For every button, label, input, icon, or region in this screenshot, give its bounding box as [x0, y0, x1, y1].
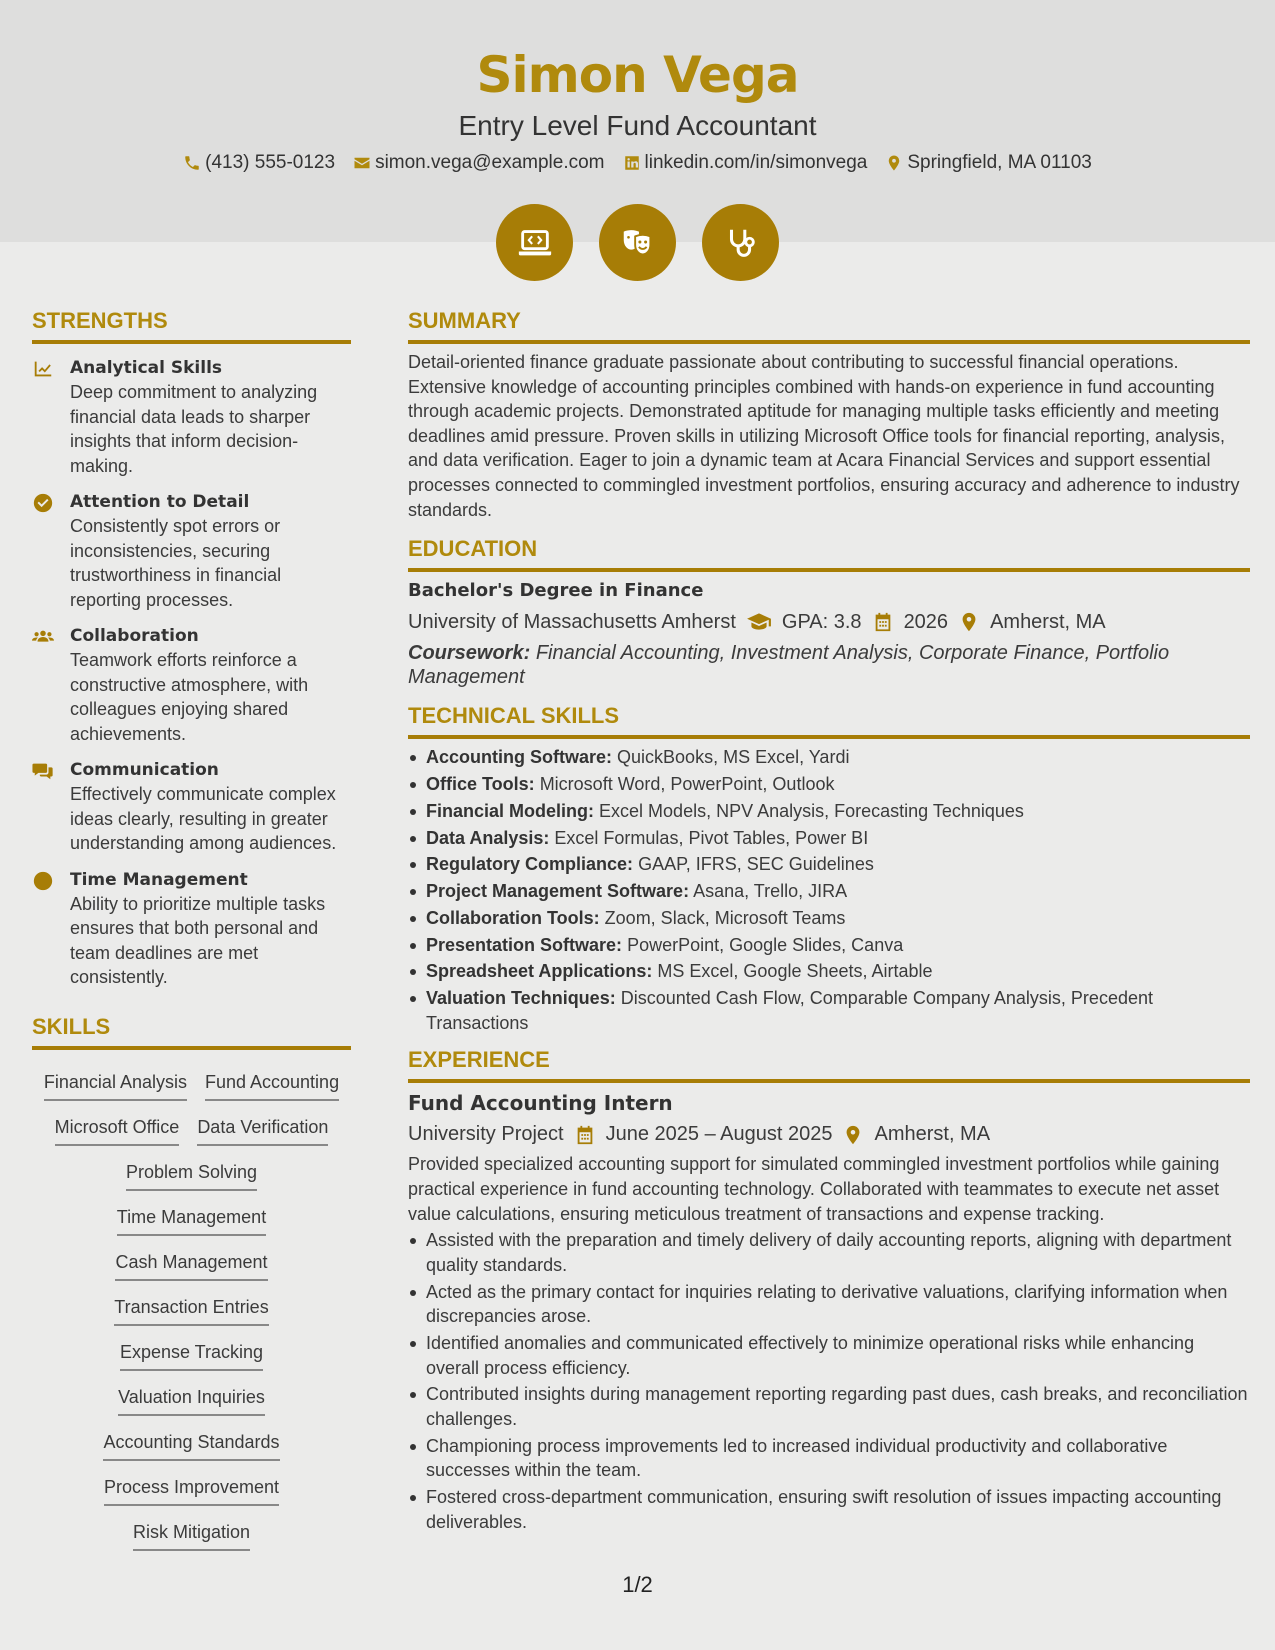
comments-icon [32, 760, 54, 782]
list-item: Spreadsheet Applications: MS Excel, Google Sheets, Airtable [408, 959, 1250, 984]
users-icon [32, 626, 54, 648]
contact-email[interactable] [353, 152, 604, 174]
calendar-icon [574, 1124, 596, 1146]
technical-skills-title: TECHNICAL SKILLS [408, 703, 1250, 739]
stethoscope-icon [702, 204, 779, 281]
skill-tag: Cash Management [115, 1236, 267, 1281]
candidate-name: Simon Vega [476, 46, 799, 104]
list-item: Financial Modeling: Excel Models, NPV Analysis, Forecasting Techniques [408, 799, 1250, 824]
list-item: Collaboration Tools: Zoom, Slack, Microsoft Teams [408, 906, 1250, 931]
list-item: Assisted with the preparation and timely delivery of daily accounting reports, aligning with department quality standards. [408, 1228, 1250, 1277]
strength-item [32, 758, 351, 856]
page-indicator: 1/2 [622, 1572, 653, 1597]
technical-skills-list [408, 745, 1250, 1035]
strength-text: Effectively communicate complex ideas clearly, resulting in greater understanding among audiences. [70, 784, 337, 853]
summary-title: SUMMARY [408, 308, 1250, 344]
experience-meta [408, 1123, 1250, 1146]
list-item: Regulatory Compliance: GAAP, IFRS, SEC Guidelines [408, 852, 1250, 877]
skill-tag: Fund Accounting [205, 1056, 339, 1101]
strength-heading: Collaboration [70, 626, 199, 646]
contact-location [885, 152, 1092, 174]
skill-tag: Transaction Entries [114, 1281, 268, 1326]
strength-item [32, 868, 351, 990]
gpa: GPA: 3.8 [781, 610, 862, 633]
school-name: University of Massachusetts Amherst [408, 610, 736, 633]
strength-text: Ability to prioritize multiple tasks ensures that both personal and team deadlines are met consistently. [70, 893, 326, 987]
strength-item [32, 624, 351, 746]
skill-tag: Problem Solving [126, 1146, 257, 1191]
list-item: Presentation Software: PowerPoint, Google Slides, Canva [408, 933, 1250, 958]
strength-heading: Communication [70, 760, 219, 780]
coursework-list: Financial Accounting, Investment Analysis, Corporate Finance, Portfolio Management [408, 642, 1170, 689]
job-title: Entry Level Fund Accountant [458, 110, 817, 141]
strength-heading: Attention to Detail [70, 492, 250, 512]
skill-tag: Data Verification [197, 1101, 328, 1146]
skill-tag: Microsoft Office [55, 1101, 180, 1146]
skill-tag: Time Management [117, 1191, 266, 1236]
list-item: Acted as the primary contact for inquiries relating to derivative valuations, clarifying information when discrepancies arose. [408, 1280, 1250, 1329]
experience-bullets [408, 1228, 1250, 1534]
contact-linkedin[interactable] [623, 152, 868, 174]
list-item: Project Management Software: Asana, Trello, JIRA [408, 879, 1250, 904]
email-text: simon.vega@example.com [375, 152, 605, 173]
skills-title: SKILLS [32, 1014, 351, 1050]
list-item: Data Analysis: Excel Formulas, Pivot Tables, Power BI [408, 826, 1250, 851]
education-title: EDUCATION [408, 536, 1250, 572]
contact-bar [0, 152, 1275, 174]
strength-text: Deep commitment to analyzing financial data leads to sharper insights that inform decision-making. [70, 382, 318, 476]
list-item: Identified anomalies and communicated effectively to minimize operational risks while enhancing overall process efficiency. [408, 1331, 1250, 1380]
coursework [408, 641, 1250, 689]
phone-text: (413) 555-0123 [205, 152, 336, 173]
grad-year: 2026 [903, 610, 949, 633]
list-item: Fostered cross-department communication, ensuring swift resolution of issues impacting accounting deliverables. [408, 1485, 1250, 1534]
list-item: Championing process improvements led to increased individual productivity and collaborative successes within the team. [408, 1434, 1250, 1483]
degree-name: Bachelor's Degree in Finance [408, 580, 704, 602]
list-item: Contributed insights during management reporting regarding past dues, cash breaks, and reconciliation challenges. [408, 1382, 1250, 1431]
strength-heading: Analytical Skills [70, 358, 223, 378]
map-pin-icon [885, 154, 903, 172]
skill-tag: Process Improvement [104, 1461, 279, 1506]
experience-job-title: Fund Accounting Intern [408, 1091, 673, 1116]
strength-text: Teamwork efforts reinforce a constructive atmosphere, with colleagues enjoying shared achievements. [70, 650, 309, 744]
school-location: Amherst, MA [990, 610, 1106, 633]
list-item: Office Tools: Microsoft Word, PowerPoint, Outlook [408, 772, 1250, 797]
list-item: Accounting Software: QuickBooks, MS Excel, Yardi [408, 745, 1250, 770]
summary-text: Detail-oriented finance graduate passionate about contributing to successful financial operations. Extensive knowledge of accounting principles combined with hands-on experience in fund accounting through academic projects. Demonstrated aptitude for managing multiple tasks efficiently and meeting deadlines amid pressure. Proven skills in utilizing Microsoft Office tools for financial reporting, analysis, and data verification. Eager to join a dynamic team at Acara Financial Services and support essential processes connected to commingled investment portfolios, ensuring accuracy and adherence to industry standards. [408, 352, 1240, 520]
graduation-cap-icon [746, 609, 772, 635]
map-pin-icon [958, 611, 980, 633]
map-pin-icon [842, 1124, 864, 1146]
skill-tag: Financial Analysis [44, 1056, 187, 1101]
strength-heading: Time Management [70, 869, 248, 890]
experience-dates: June 2025 – August 2025 [605, 1123, 833, 1146]
phone-icon [183, 154, 201, 172]
location-text: Springfield, MA 01103 [907, 152, 1092, 173]
right-column [408, 308, 1250, 1536]
contact-phone[interactable] [183, 152, 335, 174]
skill-tag: Valuation Inquiries [118, 1371, 265, 1416]
clock-icon [32, 870, 54, 892]
left-column [32, 308, 351, 1551]
list-item: Valuation Techniques: Discounted Cash Flow, Comparable Company Analysis, Precedent Transactions [408, 986, 1250, 1035]
interest-icons [0, 204, 1275, 281]
skills-list [32, 1056, 351, 1551]
strength-text: Consistently spot errors or inconsistencies, securing trustworthiness in financial reporting processes. [70, 516, 282, 610]
calendar-icon [872, 611, 894, 633]
linkedin-icon [623, 154, 641, 172]
chart-line-icon [32, 358, 54, 380]
skill-tag: Expense Tracking [120, 1326, 263, 1371]
laptop-code-icon [496, 204, 573, 281]
skill-tag: Accounting Standards [103, 1416, 279, 1461]
experience-org: University Project [408, 1123, 564, 1146]
education-meta [408, 609, 1250, 635]
experience-description: Provided specialized accounting support for simulated commingled investment portfolios while gaining practical experience in fund accounting technology. Collaborated with teammates to execute net asset value calculations, ensuring meticulous treatment of transactions and expense tracking. [408, 1154, 1220, 1224]
experience-location: Amherst, MA [874, 1123, 991, 1146]
theater-masks-icon [599, 204, 676, 281]
check-circle-icon [32, 492, 54, 514]
experience-title: EXPERIENCE [408, 1047, 1250, 1083]
strengths-title: STRENGTHS [32, 308, 351, 344]
skill-tag: Risk Mitigation [133, 1506, 250, 1551]
envelope-icon [353, 154, 371, 172]
linkedin-text: linkedin.com/in/simonvega [644, 152, 868, 173]
strength-item [32, 490, 351, 612]
coursework-label: Coursework: [408, 642, 531, 665]
strength-item [32, 356, 351, 478]
